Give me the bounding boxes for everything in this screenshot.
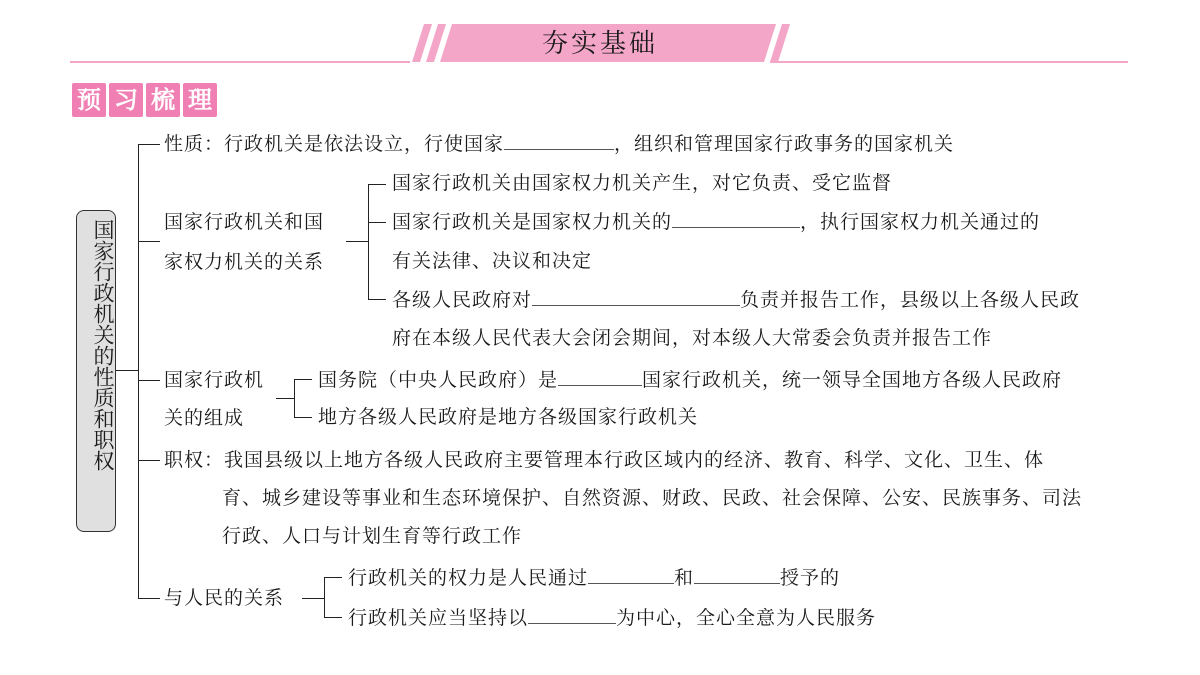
relation-item-2-blank[interactable]	[672, 209, 800, 228]
people-twig-1	[324, 577, 342, 578]
composition-item-1	[318, 367, 1062, 392]
section-heading-char-1: 预	[72, 83, 106, 117]
composition-item-1-prefix: 国务院（中央人民政府）是	[318, 369, 559, 391]
relation-item-2-line-2: 有关法律、决议和决定	[392, 250, 593, 272]
relation-item-2-suffix: ，执行国家权力机关通过的	[800, 211, 1041, 233]
people-item-1-blank-2[interactable]	[694, 565, 780, 584]
people-item-1-mid: 和	[674, 567, 695, 589]
relation-label-line-1: 国家行政机关和国	[164, 211, 325, 233]
root-node	[76, 210, 116, 532]
composition-label-line-1: 国家行政机	[164, 369, 265, 391]
relation-connector	[346, 241, 368, 242]
root-node-label: 国家行政机关的性质和职权	[91, 219, 115, 471]
powers-line-3: 行政、人口与计划生育等行政工作	[222, 525, 523, 547]
people-item-1-prefix: 行政机关的权力是人民通过	[348, 567, 589, 589]
relation-label-line-2: 家权力机关的关系	[164, 251, 325, 273]
branch-powers	[138, 460, 160, 461]
nature-prefix: 性质：行政机关是依法设立，行使国家	[164, 133, 505, 155]
branch-composition	[138, 380, 160, 381]
nature-suffix: ，组织和管理国家行政事务的国家机关	[614, 133, 955, 155]
relation-item-2	[392, 209, 1040, 234]
composition-item-2: 地方各级人民政府是地方各级国家行政机关	[318, 406, 699, 428]
composition-item-1-suffix: 国家行政机关，统一领导全国地方各级人民政府	[642, 369, 1063, 391]
people-item-2-suffix: 为中心，全心全意为人民服务	[616, 607, 877, 629]
relation-item-3-suffix: 负责并报告工作，县级以上各级人民政	[740, 289, 1081, 311]
relation-item-3-line-2: 府在本级人民代表大会闭会期间，对本级人大常委会负责并报告工作	[392, 327, 993, 349]
people-item-1	[348, 565, 840, 590]
people-twig-2	[324, 617, 342, 618]
nature-blank[interactable]	[504, 131, 614, 150]
composition-connector	[276, 398, 294, 399]
powers-line-1: 职权：我国县级以上地方各级人民政府主要管理本行政区域内的经济、教育、科学、文化、卫生、体	[164, 449, 1045, 471]
composition-twig-1	[294, 379, 312, 380]
section-heading-char-3: 梳	[146, 83, 180, 117]
people-item-2	[348, 605, 876, 630]
relation-item-2-prefix: 国家行政机关是国家权力机关的	[392, 211, 673, 233]
section-heading-char-2: 习	[109, 83, 143, 117]
relation-twig-2	[368, 222, 386, 223]
banner-title: 夯实基础	[541, 29, 658, 59]
composition-twig-2	[294, 417, 312, 418]
composition-trunk	[294, 379, 295, 417]
people-label: 与人民的关系	[164, 587, 285, 609]
relation-item-3	[392, 287, 1080, 312]
main-trunk	[138, 144, 139, 598]
people-item-2-prefix: 行政机关应当坚持以	[348, 607, 529, 629]
people-trunk	[324, 577, 325, 617]
relation-item-1: 国家行政机关由国家权力机关产生，对它负责、受它监督	[392, 172, 893, 194]
composition-label-line-2: 关的组成	[164, 407, 245, 429]
branch-relation	[138, 241, 160, 242]
people-item-1-blank-1[interactable]	[588, 565, 674, 584]
powers-line-2: 育、城乡建设等事业和生态环境保护、自然资源、财政、民政、社会保障、公安、民族事务、司法	[222, 487, 1083, 509]
relation-twig-1	[368, 184, 386, 185]
section-heading-char-4: 理	[183, 83, 217, 117]
composition-item-1-blank[interactable]	[558, 367, 642, 386]
people-item-2-blank[interactable]	[528, 605, 616, 624]
people-item-1-suffix: 授予的	[780, 567, 841, 589]
branch-people	[138, 598, 160, 599]
people-connector	[302, 598, 324, 599]
root-connector	[116, 370, 138, 371]
relation-item-3-prefix: 各级人民政府对	[392, 289, 533, 311]
relation-trunk	[368, 184, 369, 299]
relation-item-3-blank[interactable]	[532, 287, 740, 306]
branch-nature	[138, 144, 160, 145]
nature-line	[164, 131, 954, 156]
relation-twig-3	[368, 299, 386, 300]
